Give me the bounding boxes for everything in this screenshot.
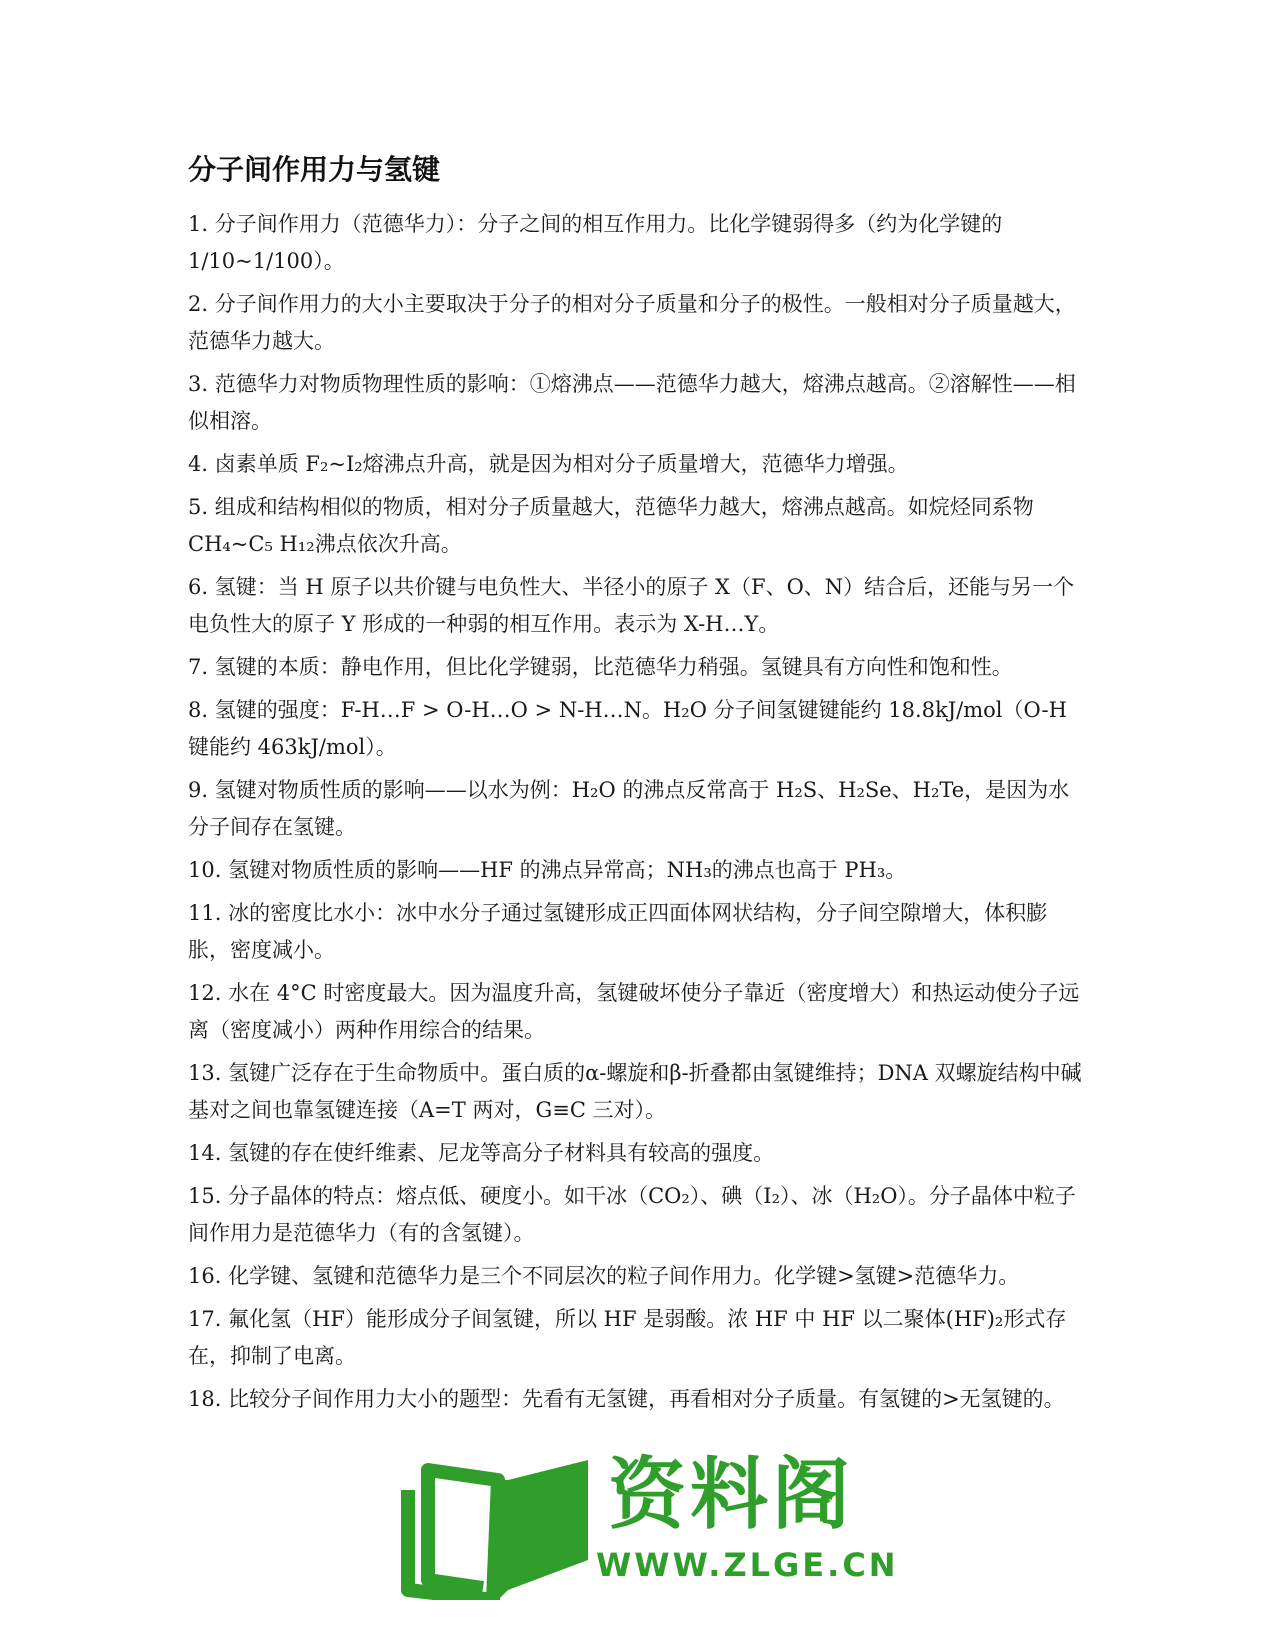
watermark-logo: [398, 1450, 899, 1600]
list-item: 12. 水在 4°C 时密度最大。因为温度升高，氢键破坏使分子靠近（密度增大）和热运动使分子远离（密度减小）两种作用综合的结果。: [188, 981, 1080, 1042]
item-list: [188, 206, 1088, 1418]
list-item: 8. 氢键的强度：F-H…F > O-H…O > N-H…N。H₂O 分子间氢键键能约 18.8kJ/mol（O-H 键能约 463kJ/mol）。: [188, 698, 1067, 759]
list-item: 16. 化学键、氢键和范德华力是三个不同层次的粒子间作用力。化学键>氢键>范德华力。: [188, 1264, 1020, 1288]
watermark-url: WWW.ZLGE.CN: [596, 1546, 899, 1584]
list-item: 5. 组成和结构相似的物质，相对分子质量越大，范德华力越大，熔沸点越高。如烷烃同系物 CH₄~C₅ H₁₂沸点依次升高。: [188, 495, 1034, 556]
document-body: [188, 150, 1088, 1424]
list-item: 3. 范德华力对物质物理性质的影响：①熔沸点——范德华力越大，熔沸点越高。②溶解性——相似相溶。: [188, 372, 1076, 433]
list-item: 7. 氢键的本质：静电作用，但比化学键弱，比范德华力稍强。氢键具有方向性和饱和性。: [188, 655, 1013, 679]
list-item: 10. 氢键对物质性质的影响——HF 的沸点异常高；NH₃的沸点也高于 PH₃。: [188, 858, 907, 882]
list-item: 15. 分子晶体的特点：熔点低、硬度小。如干冰（CO₂）、碘（I₂）、冰（H₂O）。分子晶体中粒子间作用力是范德华力（有的含氢键）。: [188, 1184, 1076, 1245]
list-item: 6. 氢键：当 H 原子以共价键与电负性大、半径小的原子 X（F、O、N）结合后，还能与另一个电负性大的原子 Y 形成的一种弱的相互作用。表示为 X-H…Y。: [188, 575, 1075, 636]
list-item: 9. 氢键对物质性质的影响——以水为例：H₂O 的沸点反常高于 H₂S、H₂Se、H₂Te，是因为水分子间存在氢键。: [188, 778, 1070, 839]
page-title: 分子间作用力与氢键: [188, 154, 441, 185]
list-item: 18. 比较分子间作用力大小的题型：先看有无氢键，再看相对分子质量。有氢键的>无氢键的。: [188, 1387, 1065, 1411]
list-item: 11. 冰的密度比水小：冰中水分子通过氢键形成正四面体网状结构，分子间空隙增大，体积膨胀，密度减小。: [188, 901, 1048, 962]
list-item: 14. 氢键的存在使纤维素、尼龙等高分子材料具有较高的强度。: [188, 1141, 775, 1165]
list-item: 13. 氢键广泛存在于生命物质中。蛋白质的α-螺旋和β-折叠都由氢键维持；DNA 双螺旋结构中碱基对之间也靠氢键连接（A=T 两对，G≡C 三对）。: [188, 1061, 1082, 1122]
list-item: 17. 氟化氢（HF）能形成分子间氢键，所以 HF 是弱酸。浓 HF 中 HF 以二聚体(HF)₂形式存在，抑制了电离。: [188, 1307, 1067, 1368]
list-item: 1. 分子间作用力（范德华力）：分子之间的相互作用力。比化学键弱得多（约为化学键的 1/10~1/100）。: [188, 212, 1003, 273]
watermark-name: 资料阁: [608, 1450, 855, 1540]
list-item: 2. 分子间作用力的大小主要取决于分子的相对分子质量和分子的极性。一般相对分子质量越大，范德华力越大。: [188, 292, 1076, 353]
list-item: 4. 卤素单质 F₂~I₂熔沸点升高，就是因为相对分子质量增大，范德华力增强。: [188, 452, 909, 476]
